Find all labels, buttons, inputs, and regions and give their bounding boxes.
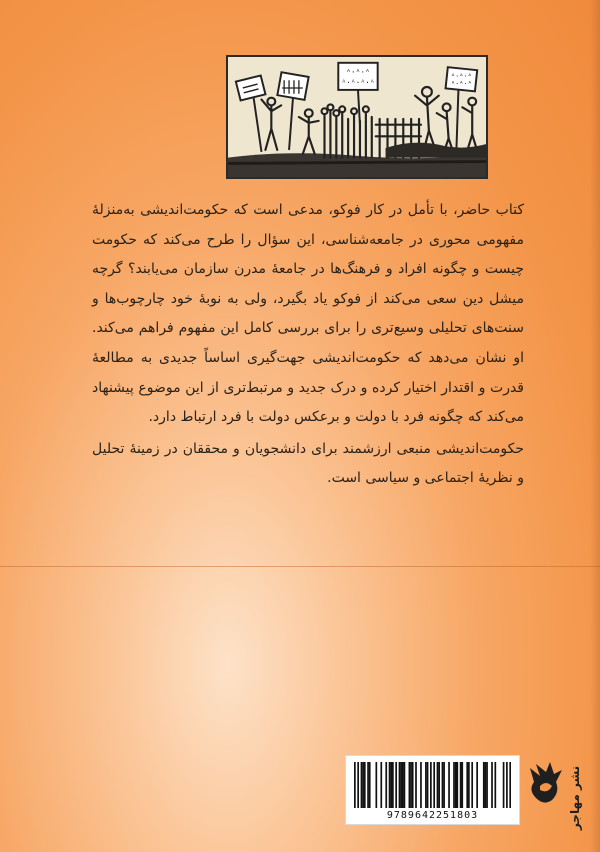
barcode-bar: [443, 762, 445, 808]
barcode-bar: [415, 762, 417, 808]
barcode-bar: [466, 762, 468, 808]
barcode-bar: [395, 762, 397, 808]
barcode-bar: [361, 762, 363, 808]
barcode-bar: [425, 762, 427, 808]
barcode-bar: [486, 762, 488, 808]
barcode-bar: [503, 762, 505, 808]
cover-illustration: [226, 55, 488, 179]
barcode-bar: [433, 762, 435, 808]
svg-text:ᴬ·ᴬ·ᴬ: ᴬ·ᴬ·ᴬ: [451, 72, 472, 81]
barcode-bar: [491, 762, 493, 808]
barcode-bar: [404, 762, 406, 808]
publisher-logo: [526, 760, 582, 836]
barcode-bar: [380, 762, 382, 808]
crowd-drawing: [228, 57, 486, 177]
barcode-bar: [399, 762, 401, 808]
barcode-bar: [476, 762, 478, 808]
barcode-bar: [367, 762, 369, 808]
barcode-bar: [389, 762, 391, 808]
svg-text:ᴬ·ᴬ·ᴬ: ᴬ·ᴬ·ᴬ: [451, 80, 472, 89]
barcode-bar: [427, 762, 429, 808]
barcode-bar: [409, 762, 411, 808]
barcode-bar: [448, 762, 450, 808]
barcode-bar: [385, 762, 387, 808]
blurb-paragraph-2: حکومت‌اندیشی منبعی ارزشمند برای دانشجویان و محققان در زمینهٔ تحلیل و نظریهٔ اجتماعی و سیاسی است.: [92, 440, 524, 487]
barcode-bar: [362, 762, 364, 808]
svg-text:ᴬ·ᴬ·ᴬ·ᴬ: ᴬ·ᴬ·ᴬ·ᴬ: [341, 78, 375, 88]
barcode-bar: [357, 762, 359, 808]
barcode-bar: [509, 762, 511, 808]
publisher-emblem-icon: [526, 760, 566, 806]
barcode-bar: [494, 762, 496, 808]
barcode-bar: [420, 762, 422, 808]
barcode-bar: [468, 762, 470, 808]
barcode-bar: [410, 762, 412, 808]
barcode-bar: [402, 762, 404, 808]
barcode-bar: [460, 762, 462, 808]
blurb-paragraph-1: کتاب حاضر، با تأمل در کار فوکو، مدعی است که حکومت‌اندیشی به‌منزلهٔ مفهومی محوری در جامعه‌شناسی، این سؤال را طرح می‌کند که حکومت چیست و چگونه افراد و فرهنگ‌ها در جامعهٔ مدرن سازمان می‌یابند؟ گرچه میشل دین سعی می‌کند از فوکو یاد بگیرد، ولی به نوبهٔ خود چارچوب‌ها و سنت‌های تحلیلی وسیع‌تری را برای بررسی کامل این مفهوم فراهم می‌کند. او نشان می‌دهد که حکومت‌اندیشی جهت‌گیری اساساً جدیدی به مطالعهٔ قدرت و اقتدار اختیار کرده و درک جدید و مرتبط‌تری از این موضوع پیشنهاد می‌کند که چگونه فرد با دولت و برعکس دولت با فرد ارتباط دارد.: [92, 202, 524, 426]
barcode-bar: [453, 762, 455, 808]
barcode-bar: [506, 762, 508, 808]
barcode-bar: [354, 762, 356, 808]
barcode-bar: [392, 762, 394, 808]
barcode-bar: [461, 762, 463, 808]
barcode-bar: [400, 762, 402, 808]
barcode-bar: [369, 762, 371, 808]
barcode-bar: [364, 762, 366, 808]
barcode-bar: [456, 762, 458, 808]
barcode-bar: [375, 762, 377, 808]
barcode-bar: [412, 762, 414, 808]
svg-text:ᴬ·ᴬ·ᴬ: ᴬ·ᴬ·ᴬ: [346, 67, 370, 77]
barcode-bar: [438, 762, 440, 808]
barcode-bar: [471, 762, 473, 808]
barcode-bar: [455, 762, 457, 808]
cover-fold-line: [0, 566, 600, 567]
barcode-bar: [430, 762, 432, 808]
isbn-barcode: [345, 755, 520, 825]
barcode-bars: [354, 762, 511, 808]
spine-shadow: [590, 0, 600, 852]
back-cover-blurb: [92, 196, 524, 494]
barcode-bar: [442, 762, 444, 808]
barcode-bar: [437, 762, 439, 808]
isbn-number: 9789642251803: [386, 810, 479, 821]
barcode-bar: [485, 762, 487, 808]
publisher-name: نشر مهاجر: [568, 765, 582, 831]
barcode-bar: [483, 762, 485, 808]
barcode-bar: [390, 762, 392, 808]
